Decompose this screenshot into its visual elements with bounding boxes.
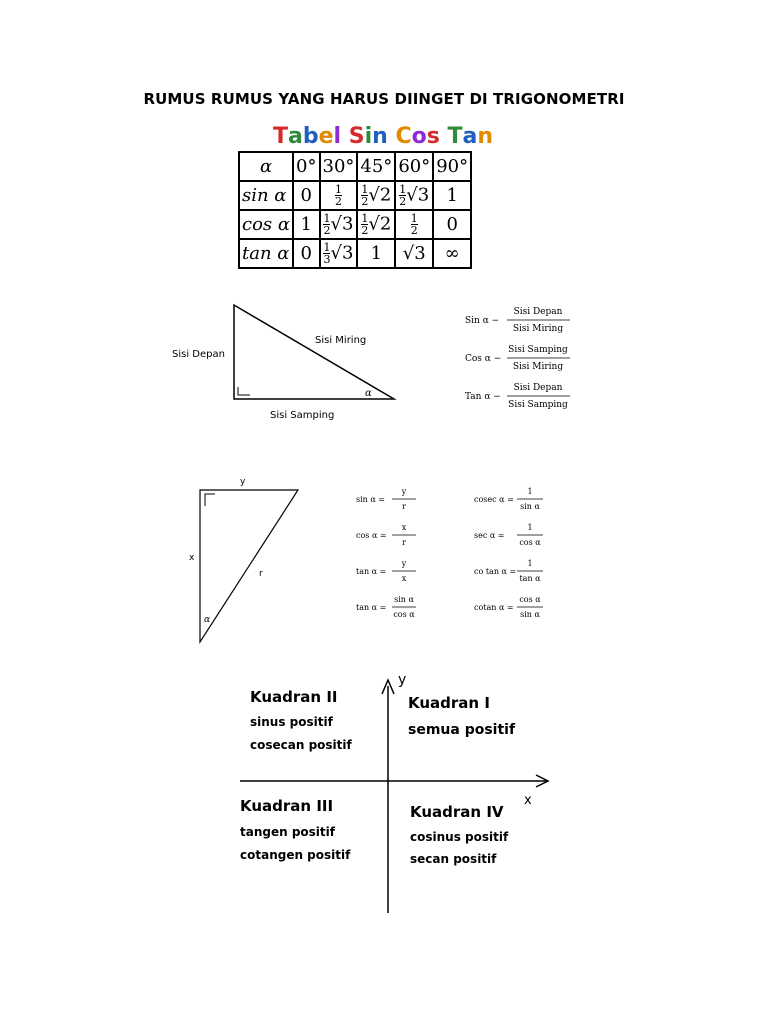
formula-denominator: x (401, 574, 407, 583)
q4-line-1: cosinus positif (410, 830, 509, 844)
q2-title: Kuadran II (250, 688, 338, 706)
table-header-cell: 30° (320, 152, 358, 181)
q3-line-2: cotangen positif (240, 848, 351, 862)
heading-letter: a (462, 124, 478, 149)
formula-lhs: Cos α − (465, 354, 502, 364)
formula-denominator: tan α (519, 574, 541, 583)
formulas-xyr (350, 483, 560, 618)
right-angle-mark-2 (205, 494, 215, 506)
formula-row (465, 307, 570, 334)
heading-letter: l (333, 124, 342, 149)
heading-letter (440, 124, 448, 149)
formula-denominator: Sisi Miring (512, 324, 564, 334)
xy-triangle-diagram (185, 472, 305, 647)
heading-letter: i (364, 124, 373, 149)
formula-row (356, 595, 416, 618)
label-sisi-depan: Sisi Depan (172, 349, 225, 360)
table-cell: $\frac{1}{2}$ √2 (357, 181, 395, 210)
trig-value-table (238, 151, 472, 269)
table-header-cell: 0° (293, 152, 319, 181)
heading-letter: T (447, 124, 463, 149)
heading-letter: b (302, 124, 319, 149)
formula-denominator: r (402, 538, 406, 547)
formula-row (474, 487, 543, 511)
table-cell: √3 (395, 239, 433, 268)
formula-row (474, 559, 543, 583)
heading-letter: a (287, 124, 303, 149)
table-cell: $\frac{1}{2}$ (320, 181, 358, 210)
table-header-cell: 60° (395, 152, 433, 181)
label-alpha-2: α (204, 615, 211, 625)
table-cell: 1 (433, 181, 471, 210)
label-alpha: α (365, 388, 372, 399)
label-x: x (189, 553, 195, 563)
heading-letter: T (272, 124, 288, 149)
q4-title: Kuadran IV (410, 803, 504, 821)
formula-denominator: sin α (520, 610, 540, 618)
label-sisi-samping: Sisi Samping (270, 410, 335, 421)
formula-lhs: tan α = (356, 603, 387, 612)
formula-numerator: 1 (527, 559, 533, 568)
q2-line-2: cosecan positif (250, 738, 352, 752)
table-cell: 1 (357, 239, 395, 268)
heading-letter: e (318, 124, 334, 149)
heading-letter: n (372, 124, 388, 149)
formula-row (465, 345, 570, 372)
table-row (239, 239, 471, 268)
q4-line-2: secan positif (410, 852, 497, 866)
q1-title: Kuadran I (408, 694, 490, 712)
formula-row (356, 559, 416, 583)
heading-letter: C (395, 124, 412, 149)
formula-row (465, 383, 570, 410)
formula-lhs: tan α = (356, 567, 387, 576)
table-header-cell: 45° (357, 152, 395, 181)
formula-denominator: r (402, 502, 406, 511)
triangle-shape-2 (200, 490, 298, 642)
formula-row (356, 523, 416, 547)
table-heading (238, 124, 528, 149)
formula-denominator: Sisi Samping (508, 400, 568, 410)
formulas-sisi (455, 300, 605, 415)
formula-lhs: sin α = (356, 495, 386, 504)
table-cell: 0 (293, 181, 319, 210)
table-cell: 0 (293, 239, 319, 268)
formula-lhs: Sin α − (465, 316, 500, 326)
heading-letter (341, 124, 349, 149)
heading-letter: S (348, 124, 365, 149)
table-header-cell: α (239, 152, 293, 181)
formula-numerator: Sisi Samping (508, 345, 568, 355)
formula-row (356, 487, 416, 511)
table-row (239, 181, 471, 210)
formula-numerator: x (401, 523, 407, 532)
heading-letter: n (477, 124, 494, 149)
formula-numerator: y (401, 487, 407, 496)
formula-lhs: sec α = (474, 531, 505, 540)
formula-lhs: cotan α = (474, 603, 514, 612)
formula-lhs: cos α = (356, 531, 387, 540)
formula-numerator: 1 (527, 487, 533, 496)
formula-denominator: Sisi Miring (512, 362, 564, 372)
label-sisi-miring: Sisi Miring (315, 335, 367, 346)
label-r: r (259, 569, 263, 579)
formula-lhs: co tan α = (474, 567, 517, 576)
table-header-row (239, 152, 471, 181)
q3-line-1: tangen positif (240, 825, 335, 839)
table-cell: 1 (293, 210, 319, 239)
q3-title: Kuadran III (240, 797, 334, 815)
table-cell: $\frac{1}{2}$ √3 (320, 210, 358, 239)
formula-lhs: Tan α − (465, 392, 501, 402)
table-cell: ∞ (433, 239, 471, 268)
formula-row (474, 523, 543, 547)
formula-row (474, 595, 543, 618)
formula-denominator: cos α (519, 538, 541, 547)
formula-lhs: cosec α = (474, 495, 514, 504)
table-cell: $\frac{1}{2}$ (395, 210, 433, 239)
formula-numerator: sin α (394, 595, 414, 604)
formula-numerator: cos α (519, 595, 541, 604)
label-y: y (240, 477, 246, 487)
table-cell: $\frac{1}{2}$ √2 (357, 210, 395, 239)
q2-line-1: sinus positif (250, 715, 333, 729)
quadrant-diagram (230, 668, 560, 918)
formula-denominator: sin α (520, 502, 540, 511)
page-title: RUMUS RUMUS YANG HARUS DIINGET DI TRIGONOMETRI (143, 90, 625, 108)
formula-denominator: cos α (393, 610, 415, 618)
table-row-label: tan α (239, 239, 293, 268)
axis-label-y: y (398, 672, 407, 688)
right-angle-mark (238, 387, 250, 395)
table-cell: $\frac{1}{3}$ √3 (320, 239, 358, 268)
heading-letter: s (426, 124, 440, 149)
table-row-label: sin α (239, 181, 293, 210)
q1-line-1: semua positif (408, 722, 516, 738)
axis-label-x: x (524, 793, 532, 808)
table-header-cell: 90° (433, 152, 471, 181)
heading-letter (388, 124, 396, 149)
table-cell: 0 (433, 210, 471, 239)
formula-numerator: Sisi Depan (513, 307, 563, 317)
table-row (239, 210, 471, 239)
heading-letter: o (411, 124, 427, 149)
triangle-shape (234, 305, 394, 399)
formula-numerator: Sisi Depan (513, 383, 563, 393)
table-cell: $\frac{1}{2}$ √3 (395, 181, 433, 210)
formula-numerator: 1 (527, 523, 533, 532)
table-row-label: cos α (239, 210, 293, 239)
formula-numerator: y (401, 559, 407, 568)
